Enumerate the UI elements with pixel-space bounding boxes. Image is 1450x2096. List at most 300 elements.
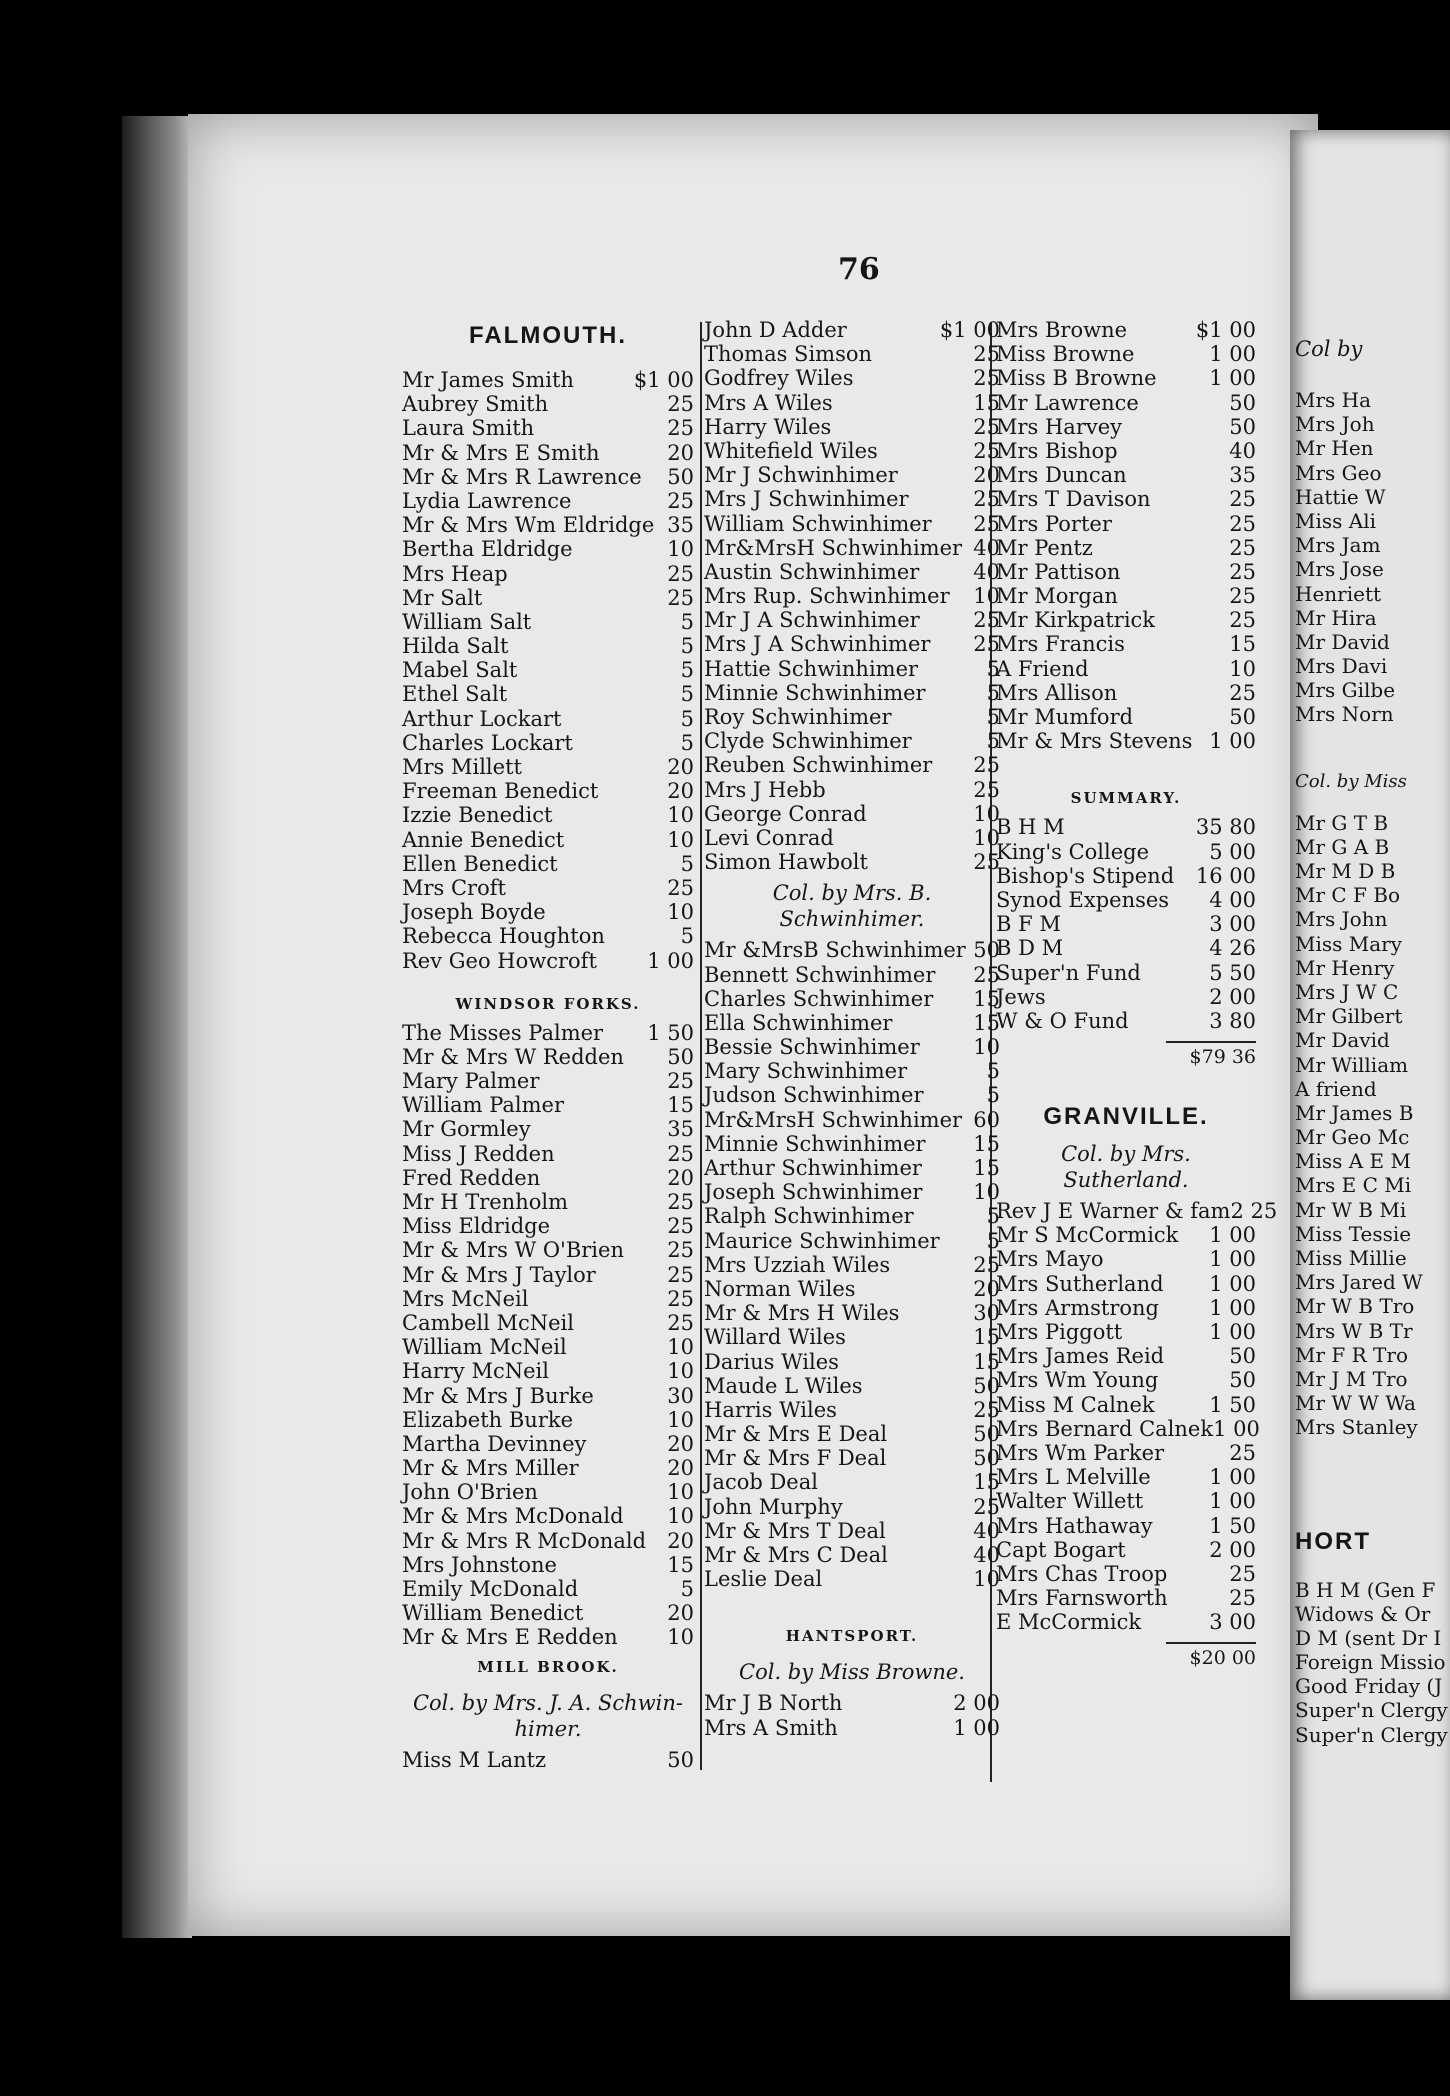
contributor-name: Reuben Schwinhimer <box>704 753 933 778</box>
amount: 15 <box>973 986 1000 1011</box>
ledger-entry <box>996 1223 1256 1247</box>
ledger-entry <box>402 1142 694 1166</box>
amount: 1 00 <box>647 948 694 973</box>
adjacent-entry: Mrs Stanley <box>1295 1415 1418 1440</box>
amount: 5 <box>986 680 1000 705</box>
ledger-entry <box>704 1229 1000 1253</box>
ledger-entry <box>402 610 694 634</box>
contributor-name: Mr Kirkpatrick <box>996 608 1156 633</box>
amount: 10 <box>667 803 694 828</box>
ledger-entry <box>402 1021 694 1045</box>
amount: 50 <box>667 464 694 489</box>
adjacent-entry: Mr W B Mi <box>1295 1197 1407 1222</box>
contributor-name: Ralph Schwinhimer <box>704 1204 914 1229</box>
amount: 10 <box>667 537 694 562</box>
ledger-entry <box>996 318 1256 342</box>
ledger-entry <box>996 536 1256 560</box>
ledger-entry <box>996 439 1256 463</box>
adjacent-entry: Mrs Ha <box>1295 388 1372 412</box>
adjacent-entry: Widows & Or <box>1295 1601 1431 1626</box>
amount: 25 <box>973 608 1000 633</box>
ledger-entry <box>402 949 694 973</box>
adjacent-collector-b: Col. by Miss <box>1295 770 1407 792</box>
ledger-entry <box>996 1296 1256 1320</box>
ledger-entry <box>996 1320 1256 1344</box>
adjacent-entry: Mrs John <box>1295 907 1388 932</box>
amount: 5 <box>680 609 694 634</box>
amount: 10 <box>667 900 694 925</box>
amount: 40 <box>973 1543 1000 1567</box>
ledger-entry <box>704 391 1000 415</box>
ledger-entry <box>704 1446 1000 1470</box>
contributor-name: Mr & Mrs Wm Eldridge <box>402 513 655 538</box>
contributor-name: Mrs Farnsworth <box>996 1586 1168 1611</box>
contributor-name: William Schwinhimer <box>704 511 932 536</box>
ledger-entry <box>704 415 1000 439</box>
contributor-name: Mr Gormley <box>402 1117 531 1142</box>
amount: 10 <box>667 1480 694 1505</box>
adjacent-entry: Mrs Jared W <box>1295 1270 1423 1295</box>
ledger-entry <box>704 753 1000 777</box>
contributor-name: William McNeil <box>402 1335 567 1360</box>
ledger-entry <box>704 536 1000 560</box>
contributor-name: Miss Eldridge <box>402 1214 551 1239</box>
ledger-entry <box>704 1422 1000 1446</box>
amount: 50 <box>973 1373 1000 1398</box>
amount: 25 <box>973 1252 1000 1277</box>
contributor-name: Martha Devinney <box>402 1431 587 1456</box>
adjacent-entry: B H M (Gen F <box>1295 1577 1436 1602</box>
amount: 25 <box>973 753 1000 778</box>
ledger-entry <box>996 487 1256 511</box>
ledger-entry <box>402 441 694 465</box>
amount: 10 <box>973 1567 1000 1592</box>
amount: 25 <box>1229 535 1256 560</box>
contributor-name: Mr&MrsH Schwinhimer <box>704 535 963 560</box>
contributor-name: Mr Salt <box>402 585 483 610</box>
contributor-name: W & O Fund <box>996 1008 1129 1033</box>
amount: 50 <box>1229 1344 1256 1369</box>
amount: 25 <box>1229 1586 1256 1611</box>
adjacent-entry: Good Friday (J <box>1295 1674 1443 1699</box>
amount: 25 <box>973 777 1000 802</box>
collector-line-granville: Col. by Mrs. Sutherland. <box>1061 1142 1191 1193</box>
amount: 25 <box>667 1286 694 1311</box>
ledger-entry <box>996 1562 1256 1586</box>
ledger-entry <box>996 840 1256 864</box>
falmouth-list <box>402 368 694 973</box>
ledger-entry <box>704 1716 1000 1740</box>
ledger-entry <box>704 1374 1000 1398</box>
contributor-name: Jews <box>996 984 1046 1009</box>
ledger-entry <box>996 864 1256 888</box>
adjacent-entry: D M (sent Dr I <box>1295 1625 1442 1650</box>
ledger-entry <box>996 1465 1256 1489</box>
adjacent-entry: Miss Mary <box>1295 931 1403 956</box>
adjacent-entry: Henriett <box>1295 581 1382 606</box>
ledger-entry <box>704 1350 1000 1374</box>
contributor-name: Ella Schwinhimer <box>704 1010 893 1035</box>
amount: 1 00 <box>1209 1489 1256 1514</box>
ledger-entry <box>402 803 694 827</box>
contributor-name: Mr & Mrs W Redden <box>402 1044 624 1069</box>
contributor-name: Super'n Fund <box>996 960 1141 985</box>
amount: 25 <box>973 438 1000 463</box>
windsor-forks-list <box>402 1021 694 1650</box>
contributor-name: Jacob Deal <box>704 1470 818 1495</box>
collector-line-mill-brook: Col. by Mrs. J. A. Schwin-himer. <box>412 1690 684 1741</box>
contributor-name: Willard Wiles <box>704 1325 846 1350</box>
contributor-name: Mrs Francis <box>996 632 1125 657</box>
ledger-entry <box>704 439 1000 463</box>
ledger-entry <box>402 658 694 682</box>
ledger-entry <box>996 608 1256 632</box>
amount: 50 <box>973 1446 1000 1471</box>
adjacent-entry: Mr C F Bo <box>1295 883 1401 908</box>
adjacent-entry: Mr W W Wa <box>1295 1391 1416 1416</box>
contributor-name: Harry Wiles <box>704 414 832 439</box>
amount: 1 00 <box>1209 1320 1256 1344</box>
amount: 25 <box>973 850 1000 875</box>
ledger-entry <box>996 705 1256 729</box>
ledger-entry <box>704 1035 1000 1059</box>
ledger-entry <box>996 415 1256 439</box>
amount: 25 <box>1229 680 1256 705</box>
contributor-name: Mr & Mrs J Taylor <box>402 1262 596 1287</box>
contributor-name: Mr & Mrs R Lawrence <box>402 464 642 489</box>
amount: 25 <box>973 366 1000 391</box>
contributor-name: Mrs Porter <box>996 511 1112 536</box>
contributor-name: Hattie Schwinhimer <box>704 656 919 681</box>
amount: 25 <box>667 1214 694 1239</box>
ledger-entry <box>402 1093 694 1117</box>
adjacent-entry: Mrs Norn <box>1295 702 1394 727</box>
ledger-entry <box>704 938 1000 962</box>
ledger-entry <box>704 608 1000 632</box>
amount: 5 <box>986 705 1000 729</box>
ledger-entry <box>996 512 1256 536</box>
contributor-name: Aubrey Smith <box>402 392 549 417</box>
ledger-entry <box>704 681 1000 705</box>
contributor-name: Mrs Chas Troop <box>996 1561 1168 1586</box>
amount: 10 <box>667 1335 694 1360</box>
ledger-entry <box>402 1263 694 1287</box>
contributor-name: Ellen Benedict <box>402 851 558 876</box>
contributor-name: Mrs Uzziah Wiles <box>704 1252 891 1277</box>
contributor-name: Mrs Piggott <box>996 1320 1123 1344</box>
ledger-entry <box>704 1132 1000 1156</box>
amount: 40 <box>973 559 1000 584</box>
amount: 5 <box>680 658 694 683</box>
amount: 10 <box>973 801 1000 826</box>
contributor-name: Mr Pentz <box>996 535 1093 560</box>
contributor-name: Mrs Bishop <box>996 438 1118 463</box>
ledger-entry <box>402 489 694 513</box>
contributor-name: Bennett Schwinhimer <box>704 962 936 987</box>
browne-list <box>996 318 1256 753</box>
amount: 1 00 <box>1209 1271 1256 1296</box>
summary-list <box>996 815 1256 1033</box>
contributor-name: Mr J A Schwinhimer <box>704 608 920 633</box>
amount: 20 <box>667 1456 694 1481</box>
contributor-name: Mr Lawrence <box>996 390 1139 415</box>
contributors-list-b <box>704 938 1000 1591</box>
contributor-name: Mrs James Reid <box>996 1344 1165 1369</box>
amount: 2 00 <box>1209 984 1256 1009</box>
ledger-entry <box>996 681 1256 705</box>
adjacent-entry: Mr Hira <box>1295 605 1377 630</box>
amount: 1 50 <box>647 1020 694 1045</box>
contributor-name: Mrs Hathaway <box>996 1513 1153 1538</box>
ledger-entry <box>402 852 694 876</box>
ledger-entry <box>402 1384 694 1408</box>
amount: 25 <box>667 1141 694 1166</box>
ledger-entry <box>996 1199 1278 1224</box>
amount: 25 <box>1229 1440 1256 1465</box>
section-heading-summary: SUMMARY. <box>1070 789 1182 808</box>
amount: 2 00 <box>953 1691 1000 1716</box>
contributor-name: William Benedict <box>402 1601 584 1626</box>
contributor-name: Miss Browne <box>996 342 1135 367</box>
contributor-name: Rev Geo Howcroft <box>402 948 597 973</box>
contributor-name: Mrs Harvey <box>996 414 1123 439</box>
adjacent-entry: Miss Millie <box>1295 1246 1407 1270</box>
ledger-entry <box>704 850 1000 874</box>
amount: 25 <box>667 392 694 417</box>
contributor-name: Miss J Redden <box>402 1141 555 1166</box>
contributor-name: Judson Schwinhimer <box>704 1083 924 1108</box>
ledger-entry <box>996 632 1256 656</box>
contributor-name: Mr & Mrs E Smith <box>402 440 600 465</box>
ledger-entry <box>704 512 1000 536</box>
adjacent-entry: Mr F R Tro <box>1295 1342 1408 1367</box>
amount: 15 <box>973 1131 1000 1156</box>
amount: 5 50 <box>1209 960 1256 985</box>
ledger-entry <box>704 1156 1000 1180</box>
adjacent-entry: Foreign Missio <box>1295 1650 1446 1675</box>
amount: 25 <box>1229 1561 1256 1586</box>
contributor-name: The Misses Palmer <box>402 1020 604 1045</box>
amount: 50 <box>667 1747 694 1772</box>
adjacent-entry: Mrs Jose <box>1295 557 1384 582</box>
contributor-name: Mabel Salt <box>402 658 518 683</box>
contributor-name: Mrs Sutherland <box>996 1271 1164 1296</box>
ledger-entry <box>996 1247 1256 1271</box>
ledger-entry <box>402 1432 694 1456</box>
ledger-entry <box>402 1359 694 1383</box>
ledger-entry <box>402 1553 694 1577</box>
contributor-name: Norman Wiles <box>704 1276 856 1301</box>
contributor-name: King's College <box>996 839 1150 864</box>
ledger-entry <box>402 1408 694 1432</box>
amount: 15 <box>667 1093 694 1118</box>
ledger-entry <box>996 1272 1256 1296</box>
contributor-name: Godfrey Wiles <box>704 366 854 391</box>
contributor-name: Rev J E Warner & fam <box>996 1199 1231 1224</box>
ledger-entry <box>704 560 1000 584</box>
adjacent-entry: Miss Tessie <box>1295 1221 1412 1246</box>
ledger-entry <box>704 1059 1000 1083</box>
adjacent-entry: Super'n Clergy <box>1295 1722 1448 1747</box>
amount: 50 <box>1229 705 1256 729</box>
contributor-name: Capt Bogart <box>996 1537 1126 1562</box>
amount: 30 <box>973 1301 1000 1326</box>
contributor-name: Charles Schwinhimer <box>704 986 934 1011</box>
contributor-name: Mr & Mrs Stevens <box>996 729 1193 754</box>
ledger-entry <box>704 657 1000 681</box>
contributor-name: Arthur Lockart <box>402 706 562 731</box>
contributor-name: Charles Lockart <box>402 730 573 755</box>
contributor-name: Maurice Schwinhimer <box>704 1228 940 1253</box>
adjacent-entry: Mrs W B Tr <box>1295 1318 1413 1343</box>
amount: 5 <box>986 1228 1000 1253</box>
contributor-name: Rebecca Houghton <box>402 924 605 949</box>
ledger-entry <box>704 1398 1000 1422</box>
ledger-entry <box>402 900 694 924</box>
amount: 2 00 <box>1209 1537 1256 1562</box>
contributor-name: Laura Smith <box>402 416 535 441</box>
ledger-entry <box>704 342 1000 366</box>
ledger-entry <box>704 963 1000 987</box>
contributor-name: Mr & Mrs F Deal <box>704 1446 887 1471</box>
amount: 5 <box>986 1059 1000 1084</box>
ledger-entry <box>704 487 1000 511</box>
adjacent-entry: A friend <box>1295 1076 1377 1101</box>
contributor-name: Joseph Schwinhimer <box>704 1180 923 1205</box>
contributor-name: Darius Wiles <box>704 1349 839 1374</box>
contributor-name: Mrs Heap <box>402 561 508 586</box>
adjacent-entry: Mr James B <box>1295 1100 1414 1125</box>
amount: 25 <box>973 1397 1000 1422</box>
ledger-entry <box>996 342 1256 366</box>
ledger-entry <box>996 1344 1256 1368</box>
contributor-name: Mr Mumford <box>996 705 1134 729</box>
adjacent-entry: Mrs Geo <box>1295 460 1382 485</box>
contributor-name: Cambell McNeil <box>402 1310 574 1335</box>
amount: 20 <box>667 1528 694 1553</box>
ledger-entry <box>704 1253 1000 1277</box>
ledger-entry <box>402 1335 694 1359</box>
contributor-name: Mrs Browne <box>996 318 1128 342</box>
contributor-name: Mrs Millett <box>402 755 522 779</box>
amount: 35 <box>1229 463 1256 488</box>
contributor-name: Harry McNeil <box>402 1359 549 1384</box>
adjacent-entry: Miss A E M <box>1295 1149 1411 1174</box>
contributor-name: Mrs T Davison <box>996 487 1151 512</box>
adjacent-entry: Mrs Davi <box>1295 654 1388 679</box>
amount: 40 <box>973 535 1000 560</box>
ledger-entry <box>704 1011 1000 1035</box>
contributor-name: John Murphy <box>704 1494 843 1519</box>
amount: 25 <box>667 1238 694 1263</box>
contributor-name: Mary Palmer <box>402 1069 540 1094</box>
amount: 1 00 <box>1209 729 1256 754</box>
adjacent-collector-a: Col by <box>1295 337 1363 361</box>
ledger-entry <box>996 729 1256 753</box>
amount: 50 <box>973 1422 1000 1447</box>
contributor-name: Emily McDonald <box>402 1577 579 1601</box>
contributor-name: B F M <box>996 912 1061 937</box>
adjacent-entry: Mrs Jam <box>1295 533 1381 558</box>
contributor-name: Mrs Johnstone <box>402 1552 557 1577</box>
contributor-name: Mrs Wm Young <box>996 1368 1159 1393</box>
amount: 15 <box>973 1349 1000 1374</box>
contributor-name: Ethel Salt <box>402 682 508 707</box>
contributor-name: Mrs McNeil <box>402 1286 529 1311</box>
amount: $1 00 <box>939 318 1000 342</box>
ledger-entry <box>402 1625 694 1649</box>
amount: 10 <box>667 1625 694 1650</box>
ledger-entry <box>996 1009 1256 1033</box>
ledger-entry <box>704 1470 1000 1494</box>
ledger-entry <box>704 826 1000 850</box>
amount: 1 00 <box>1209 1465 1256 1490</box>
amount: 15 <box>973 1010 1000 1035</box>
ledger-entry <box>704 987 1000 1011</box>
contributor-name: Leslie Deal <box>704 1567 823 1592</box>
ledger-entry <box>996 463 1256 487</box>
ledger-entry <box>704 1325 1000 1349</box>
column-browne-summary-granville <box>996 318 1278 1672</box>
ledger-entry <box>402 1166 694 1190</box>
contributor-name: Miss M Lantz <box>402 1747 547 1772</box>
amount: 16 00 <box>1195 863 1256 888</box>
contributor-name: A Friend <box>996 656 1089 681</box>
contributor-name: Synod Expenses <box>996 887 1170 912</box>
ledger-entry <box>704 729 1000 753</box>
contributor-name: Mrs Wm Parker <box>996 1440 1165 1465</box>
adjacent-entry: Mr Hen <box>1295 436 1374 461</box>
amount: 50 <box>667 1044 694 1069</box>
amount: 20 <box>667 1165 694 1190</box>
contributor-name: Austin Schwinhimer <box>704 559 920 584</box>
ledger-entry <box>402 465 694 489</box>
contributor-name: Mr & Mrs Miller <box>402 1456 579 1481</box>
summary-total: $79 36 <box>1166 1041 1256 1071</box>
contributor-name: Mr & Mrs E Redden <box>402 1625 618 1650</box>
amount: 1 00 <box>1209 1295 1256 1320</box>
amount: 5 <box>680 924 694 949</box>
contributor-name: Freeman Benedict <box>402 779 599 804</box>
adjacent-entry: Mr J M Tro <box>1295 1366 1408 1391</box>
amount: 4 26 <box>1209 936 1256 961</box>
amount: 2 25 <box>1230 1199 1278 1224</box>
ledger-entry <box>996 1441 1256 1465</box>
amount: 25 <box>667 488 694 513</box>
collector-line-hantsport: Col. by Miss Browne. <box>739 1660 965 1685</box>
ledger-entry <box>402 537 694 561</box>
contributor-name: Bishop's Stipend <box>996 863 1175 888</box>
amount: 50 <box>1229 390 1256 415</box>
adjacent-entry: Mr W B Tro <box>1295 1294 1415 1319</box>
contributor-name: Mr J B North <box>704 1691 843 1716</box>
adjacent-entry: Mr Gilbert <box>1295 1004 1403 1029</box>
contributor-name: Whitefield Wiles <box>704 438 878 463</box>
section-heading-granville: GRANVILLE. <box>1043 1103 1209 1131</box>
contributor-name: Simon Hawbolt <box>704 850 868 875</box>
amount: 5 00 <box>1209 839 1256 864</box>
contributor-name: Roy Schwinhimer <box>704 705 892 729</box>
amount: 25 <box>1229 487 1256 512</box>
amount: 35 <box>667 1117 694 1142</box>
amount: 35 <box>667 513 694 538</box>
ledger-entry <box>996 815 1256 839</box>
ledger-entry <box>996 961 1256 985</box>
ledger-entry <box>402 731 694 755</box>
ledger-entry <box>996 1416 1260 1441</box>
adjacent-entry: Hattie W <box>1295 484 1386 509</box>
contributor-name: Levi Conrad <box>704 825 834 850</box>
